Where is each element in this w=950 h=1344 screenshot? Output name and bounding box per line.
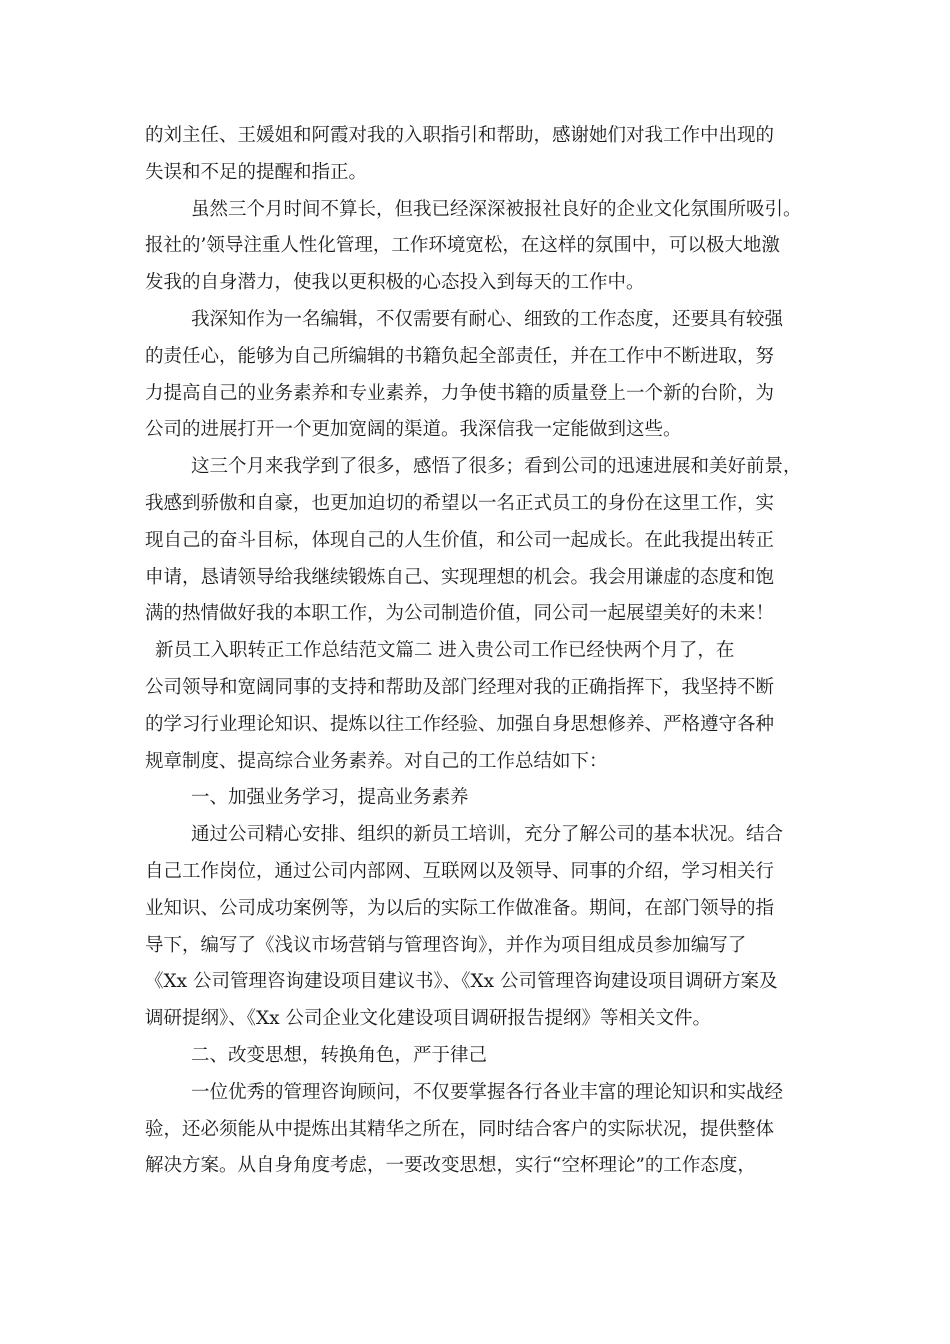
text-line: 现自己的奋斗目标，体现自己的人生价值，和公司一起成长。在此我提出转正 <box>145 529 775 551</box>
text-line: 自己工作岗位，通过公司内部网、互联网以及领导、同事的介绍，学习相关行 <box>145 860 775 882</box>
text-line: 我感到骄傲和自豪，也更加迫切的希望以一名正式员工的身份在这里工作，实 <box>145 492 775 514</box>
text-line: 验，还必须能从中提炼出其精华之所在，同时结合客户的实际状况，提供整体 <box>145 1118 775 1140</box>
text-line: 通过公司精心安排、组织的新员工培训，充分了解公司的基本状况。结合 <box>191 824 784 846</box>
text-line: 虽然三个月时间不算长，但我已经深深被报社良好的企业文化氛围所吸引。 <box>191 198 802 220</box>
text-line: 新员工入职转正工作总结范文篇二 进入贵公司工作已经快两个月了，在 <box>155 640 735 662</box>
text-line: 申请，恳请领导给我继续锻炼自己、实现理想的机会。我会用谦虚的态度和饱 <box>145 566 775 588</box>
text-line: 满的热情做好我的本职工作，为公司制造价值，同公司一起展望美好的未来！ <box>145 603 775 625</box>
text-line: 业知识、公司成功案例等，为以后的实际工作做准备。期间，在部门领导的指 <box>145 897 775 919</box>
text-line: 力提高自己的业务素养和专业素养，力争使书籍的质量登上一个新的台阶，为 <box>145 382 775 404</box>
text-line: 公司的进展打开一个更加宽阔的渠道。我深信我一定能做到这些。 <box>145 419 682 441</box>
text-line: 的责任心，能够为自己所编辑的书籍负起全部责任，并在工作中不断进取，努 <box>145 345 775 367</box>
text-line: 这三个月来我学到了很多，感悟了很多；看到公司的迅速进展和美好前景， <box>191 456 802 478</box>
text-line: 公司领导和宽阔同事的支持和帮助及部门经理对我的正确指挥下，我坚持不断 <box>145 676 775 698</box>
text-line: 调研提纲》、《Xx 公司企业文化建设项目调研报告提纲》等相关文件。 <box>145 1008 711 1030</box>
text-line: 发我的自身潜力，使我以更积极的心态投入到每天的工作中。 <box>145 272 645 294</box>
text-line: 失误和不足的提醒和指正。 <box>145 161 368 183</box>
text-line: 二、改变思想，转换角色，严于律己 <box>191 1044 488 1066</box>
text-line: 报社的’领导注重人性化管理，工作环境宽松，在这样的氛围中，可以极大地激 <box>145 235 780 257</box>
text-line: 一位优秀的管理咨询顾问，不仅要掌握各行各业丰富的理论知识和实战经 <box>191 1081 784 1103</box>
text-line: 解决方案。从自身角度考虑，一要改变思想，实行“空杯理论”的工作态度， <box>145 1155 756 1177</box>
text-line: 《Xx 公司管理咨询建设项目建议书》、《Xx 公司管理咨询建设项目调研方案及 <box>145 971 778 993</box>
text-line: 导下，编写了《浅议市场营销与管理咨询》，并作为项目组成员参加编写了 <box>145 934 747 956</box>
text-line: 的刘主任、王媛姐和阿霞对我的入职指引和帮助，感谢她们对我工作中出现的 <box>145 125 775 146</box>
text-line: 我深知作为一名编辑，不仅需要有耐心、细致的工作态度，还要具有较强 <box>191 308 784 330</box>
text-line: 的学习行业理论知识、提炼以往工作经验、加强自身思想修养、严格遵守各种 <box>145 713 775 735</box>
text-line: 规章制度、提高综合业务素养。对自己的工作总结如下： <box>145 750 608 772</box>
text-line: 一、加强业务学习，提高业务素养 <box>191 787 469 809</box>
document-body <box>145 118 825 1185</box>
